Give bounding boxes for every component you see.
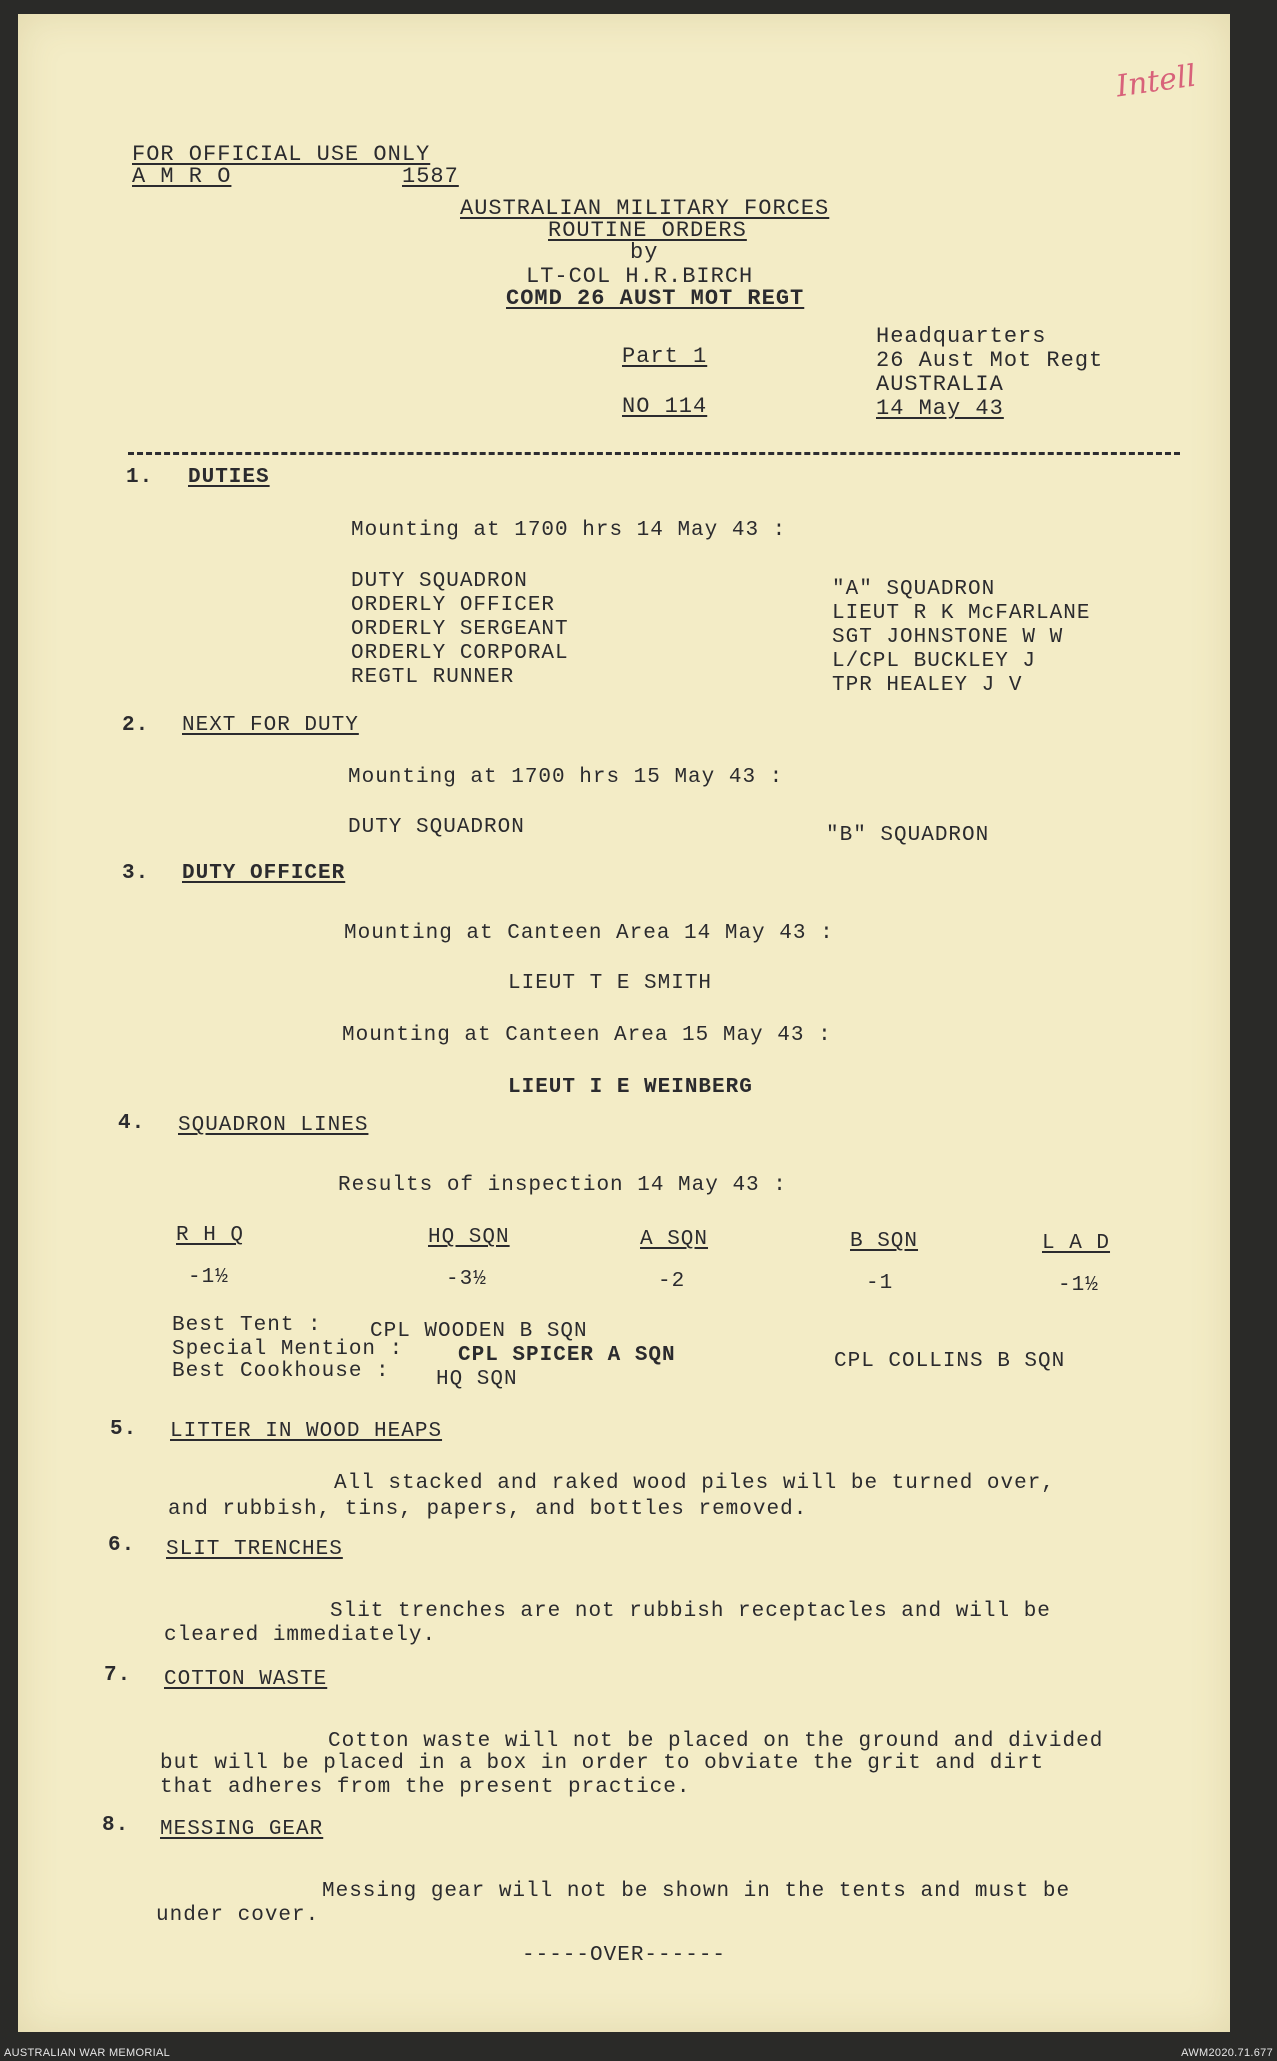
section-4-number: 4. <box>118 1112 146 1135</box>
hq-line-2: 26 Aust Mot Regt <box>876 348 1104 373</box>
section-6-title: SLIT TRENCHES <box>166 1538 343 1561</box>
section-8-title: MESSING GEAR <box>160 1818 324 1841</box>
score-a-sqn: -2 <box>658 1270 686 1293</box>
score-rhq: -1½ <box>188 1266 229 1289</box>
duty-role-3: ORDERLY SERGEANT <box>351 618 569 641</box>
header-divider <box>128 452 1180 455</box>
score-b-sqn: -1 <box>866 1272 894 1295</box>
section-3-officer-2: LIEUT I E WEINBERG <box>508 1076 753 1099</box>
best-cookhouse-label: Best Cookhouse : <box>172 1360 390 1383</box>
title-line-1: AUSTRALIAN MILITARY FORCES <box>460 196 830 221</box>
title-line-4: LT-COL H.R.BIRCH <box>526 264 754 289</box>
section-2-number: 2. <box>122 714 150 737</box>
hq-line-1: Headquarters <box>876 324 1047 349</box>
section-3-mounting-2: Mounting at Canteen Area 15 May 43 : <box>342 1024 832 1047</box>
section-2-mounting: Mounting at 1700 hrs 15 May 43 : <box>348 766 784 789</box>
section-8-line-2: under cover. <box>156 1904 320 1927</box>
score-hq-sqn: -3½ <box>446 1268 487 1291</box>
section-2-title: NEXT FOR DUTY <box>182 714 359 737</box>
section-6-line-1: Slit trenches are not rubbish receptacles and will be <box>330 1600 1051 1623</box>
section-3-mounting-1: Mounting at Canteen Area 14 May 43 : <box>344 922 834 945</box>
document-page <box>18 14 1230 2032</box>
section-7-line-2: but will be placed in a box in order to obviate the grit and dirt <box>160 1752 1045 1775</box>
pencil-annotation: Intell <box>1113 58 1199 105</box>
section-2-assignee: "B" SQUADRON <box>826 824 990 847</box>
order-number: NO 114 <box>622 394 708 419</box>
duty-assignee-3: SGT JOHNSTONE W W <box>832 626 1064 649</box>
section-7-title: COTTON WASTE <box>164 1668 328 1691</box>
duty-role-5: REGTL RUNNER <box>351 666 515 689</box>
section-3-officer-1: LIEUT T E SMITH <box>508 972 713 995</box>
amro-number: 1587 <box>402 164 459 189</box>
classification: FOR OFFICIAL USE ONLY <box>132 142 431 167</box>
section-4-title: SQUADRON LINES <box>178 1114 369 1137</box>
title-line-5: COMD 26 AUST MOT REGT <box>506 286 805 311</box>
special-mention-value-1: CPL SPICER A SQN <box>458 1344 676 1367</box>
footer-accession: AWM2020.71.677 <box>1181 2047 1273 2059</box>
section-4-results: Results of inspection 14 May 43 : <box>338 1174 787 1197</box>
section-3-title: DUTY OFFICER <box>182 862 346 885</box>
section-7-line-3: that adheres from the present practice. <box>160 1776 691 1799</box>
score-header-a-sqn: A SQN <box>640 1228 709 1251</box>
section-7-number: 7. <box>104 1664 132 1687</box>
section-6-line-2: cleared immediately. <box>164 1624 437 1647</box>
special-mention-label: Special Mention : <box>172 1338 404 1361</box>
score-header-rhq: R H Q <box>176 1224 245 1247</box>
duty-assignee-2: LIEUT R K McFARLANE <box>832 602 1091 625</box>
duty-role-1: DUTY SQUADRON <box>351 570 528 593</box>
duty-assignee-4: L/CPL BUCKLEY J <box>832 650 1037 673</box>
best-tent-label: Best Tent : <box>172 1314 322 1337</box>
best-tent-value: CPL WOODEN B SQN <box>370 1320 588 1343</box>
duty-role-2: ORDERLY OFFICER <box>351 594 556 617</box>
score-header-lad: L A D <box>1042 1232 1111 1255</box>
section-1-mounting: Mounting at 1700 hrs 14 May 43 : <box>351 519 787 542</box>
duty-assignee-5: TPR HEALEY J V <box>832 674 1023 697</box>
section-1-number: 1. <box>126 466 154 489</box>
section-5-number: 5. <box>110 1418 138 1441</box>
score-header-b-sqn: B SQN <box>850 1230 919 1253</box>
section-3-number: 3. <box>122 862 150 885</box>
footer-source: AUSTRALIAN WAR MEMORIAL <box>4 2047 171 2059</box>
duty-role-4: ORDERLY CORPORAL <box>351 642 569 665</box>
over-marker: -----OVER------ <box>522 1944 727 1967</box>
section-6-number: 6. <box>108 1534 136 1557</box>
section-5-title: LITTER IN WOOD HEAPS <box>170 1420 443 1443</box>
section-5-line-2: and rubbish, tins, papers, and bottles removed. <box>168 1498 808 1521</box>
title-line-3: by <box>630 240 659 265</box>
best-cookhouse-value: HQ SQN <box>436 1368 518 1391</box>
section-8-number: 8. <box>102 1814 130 1837</box>
score-header-hq-sqn: HQ SQN <box>428 1226 510 1249</box>
section-2-role: DUTY SQUADRON <box>348 816 525 839</box>
duty-assignee-1: "A" SQUADRON <box>832 578 996 601</box>
hq-line-3: AUSTRALIA <box>876 372 1004 397</box>
section-8-line-1: Messing gear will not be shown in the tents and must be <box>322 1880 1071 1903</box>
part-label: Part 1 <box>622 344 708 369</box>
score-lad: -1½ <box>1058 1274 1099 1297</box>
amro-label: A M R O <box>132 164 232 189</box>
section-5-line-1: All stacked and raked wood piles will be turned over, <box>334 1472 1055 1495</box>
title-line-2: ROUTINE ORDERS <box>548 218 747 243</box>
hq-line-4: 14 May 43 <box>876 396 1004 421</box>
section-7-line-1: Cotton waste will not be placed on the ground and divided <box>328 1730 1104 1753</box>
special-mention-value-2: CPL COLLINS B SQN <box>834 1350 1066 1373</box>
section-1-title: DUTIES <box>188 466 270 489</box>
